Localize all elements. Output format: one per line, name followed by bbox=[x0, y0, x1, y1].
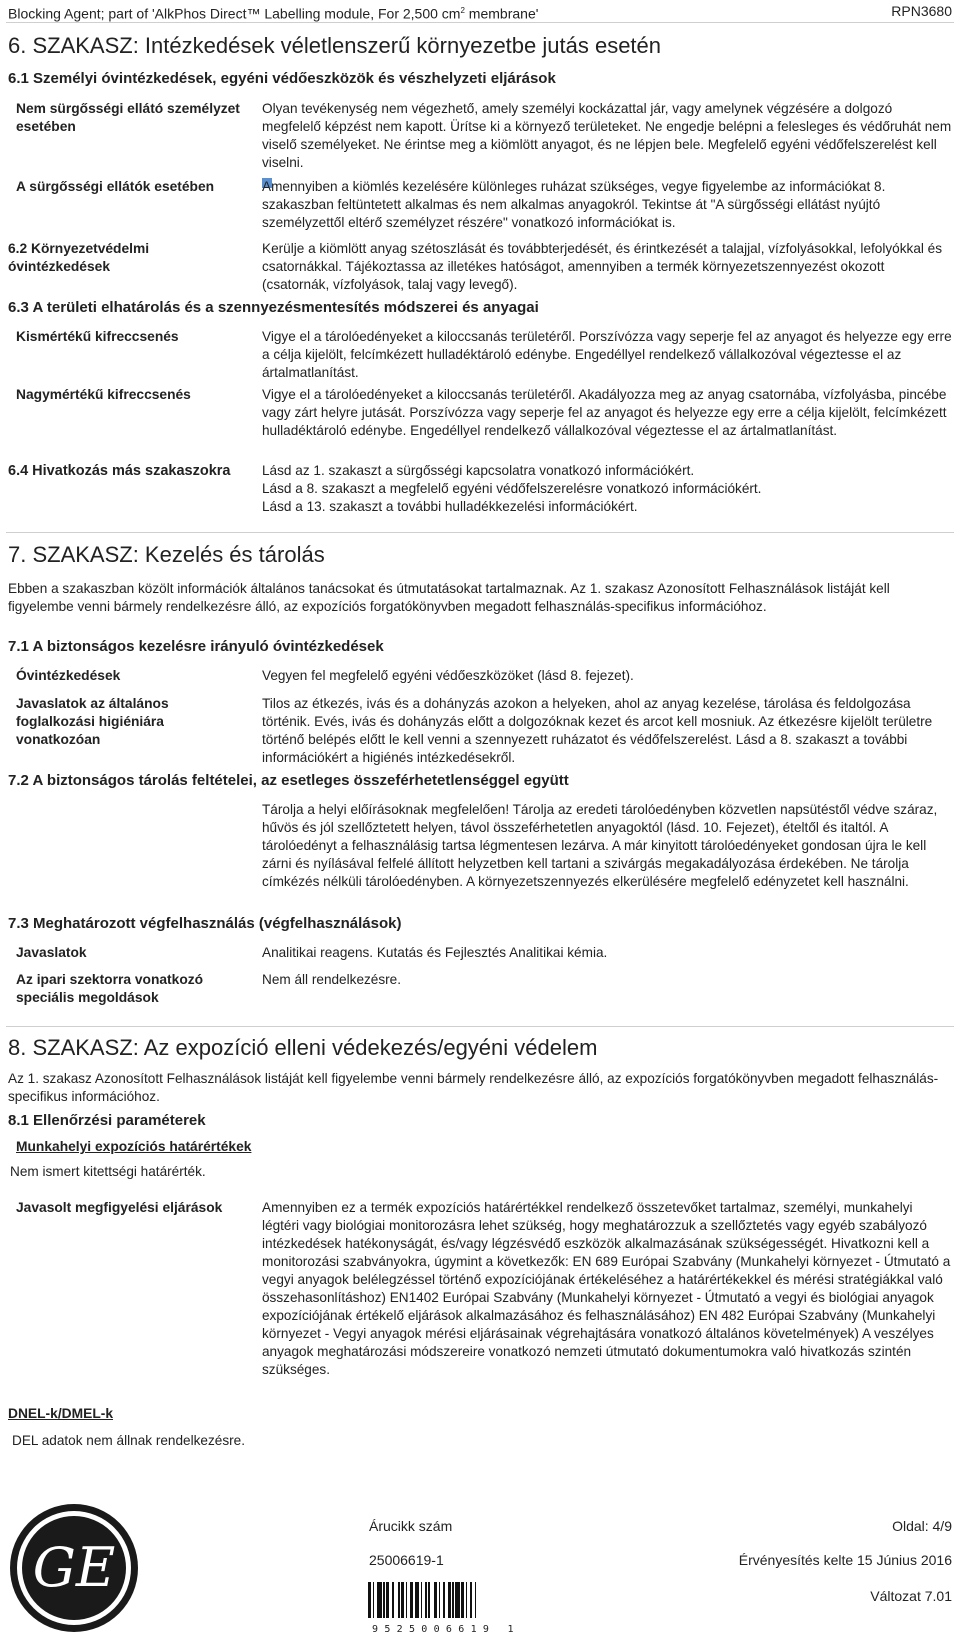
oel-text: Nem ismert kitettségi határérték. bbox=[10, 1164, 206, 1179]
barcode-bar bbox=[452, 1582, 454, 1618]
section-6-2-text: Kerülje a kiömlött anyag szétoszlását és továbbterjedését, és érintkezését a talajjal, vízfolyásokkal, lefolyókkal és csatornákkal. Tájékoztassa az illetékes hatóságot, amennyiben a termék környezetszennyezést okozott (csatornák, vízfolyások, talaj vagy levegő). bbox=[262, 241, 943, 292]
emergency-label: A sürgősségi ellátók esetében bbox=[16, 179, 215, 194]
barcode-bar bbox=[377, 1582, 382, 1618]
barcode-bar bbox=[455, 1582, 460, 1618]
product-code: RPN3680 bbox=[891, 3, 952, 19]
recommendations-text: Analitikai reagens. Kutatás és Fejlesztés Analitikai kémia. bbox=[262, 945, 608, 960]
non-emergency-text: Olyan tevékenység nem végezhető, amely személyi kockázattal jár, vagy amelynek végzésére a dolgozó megfelelő képzést nem kapott. Ürítse ki a környező területeket. Ne engedje belépni a felesleges és védőruhát nem viselő személyeket. Ne érintse meg a kiömlött anyagot, és ne lépjen bele. Megfelelő egyéni védőfelszerelést kell viselni. bbox=[262, 101, 952, 170]
barcode-bar bbox=[425, 1582, 427, 1618]
section-6-3-title: 6.3 A területi elhatárolás és a szennyezésmentesítés módszerei és anyagai bbox=[8, 299, 539, 316]
barcode-bar bbox=[415, 1582, 420, 1618]
item-number: 25006619-1 bbox=[369, 1552, 444, 1568]
header-divider bbox=[6, 22, 954, 23]
page-number: Oldal: 4/9 bbox=[892, 1518, 952, 1534]
section-8-intro: Az 1. szakasz Azonosított Felhasználások listáját kell figyelembe venni bármely rendelkezésre álló, az expozíciós forgatókönyvben megadott felhasználás-specifikus információhoz. bbox=[8, 1071, 939, 1104]
barcode-bar bbox=[434, 1582, 437, 1618]
barcode-bar bbox=[392, 1582, 394, 1618]
section-6-1-title: 6.1 Személyi óvintézkedések, egyéni védőeszközök és vészhelyzeti eljárások bbox=[8, 70, 556, 87]
monitoring-label: Javasolt megfigyelési eljárások bbox=[16, 1200, 223, 1215]
barcode-bar bbox=[475, 1582, 477, 1618]
barcode-bar bbox=[386, 1582, 389, 1618]
monitoring-text: Amennyiben ez a termék expozíciós határértékkel rendelkező összetevőket tartalmaz, személyi, munkahelyi légtéri vagy biológiai monitorozásra lehet szükség, hogy meghatározzuk a szellőztetés vagy egyéb szabályozó intézkedések hatékonyságát, és/vagy légzésvédő eszközök alkalmazásának szükségességét. Hivatkozni kell a monitorozási szabványokra, úgymint a következők: EN 689 Európai Szabvány (Munkahelyi környezet - Útmutató a vegyi anyagok belélegzéssel történő expozíciójának értékeléséhez a határértékekkel és mérési stratégiákkal való összehasonlításhoz) EN1402 Európai Szabvány (Munkahelyi környezet - Útmutató a vegyi és biológiai anyagok expozíciójának értékelő eljárások alkalmazásához és felhasználásához) EN 482 Európai Szabvány (Munkahelyi környezet - Vegyi anyagok mérési eljárásainak végrehajtására vonatkozó általános követelmények) A veszélyes anyagok meghatározási módszereire vonatkozó nemzeti útmutató dokumentumokra való hivatkozás szintén szükséges. bbox=[262, 1200, 951, 1377]
section-6-4-line-2: Lásd a 8. szakaszt a megfelelő egyéni védőfelszerelésre vonatkozó információkért. bbox=[262, 481, 762, 496]
barcode-bar bbox=[410, 1582, 413, 1618]
svg-text:GE: GE bbox=[32, 1536, 116, 1599]
section-6-4-line-3: Lásd a 13. szakaszt a további hulladékkezelési információkért. bbox=[262, 499, 638, 514]
barcode-bar bbox=[439, 1582, 441, 1618]
industrial-solutions-text: Nem áll rendelkezésre. bbox=[262, 972, 402, 987]
item-number-label: Árucikk szám bbox=[369, 1518, 453, 1534]
section-8-title: 8. SZAKASZ: Az expozíció elleni védekezés/egyéni védelem bbox=[8, 1035, 598, 1060]
small-spill-text: Vigye el a tárolóedényeket a kiloccsanás területéről. Porszívózza vagy seperje fel az anyagot és helyezze egy erre a célja kijelölt, felcímkézett hulladéktároló edénybe. Engedéllyel rendelkező vállalkozóval végeztesse el az ártalmatlanítást. bbox=[262, 329, 952, 380]
barcode-bar bbox=[373, 1582, 375, 1618]
section-6-2-label: 6.2 Környezetvédelmi óvintézkedések bbox=[8, 241, 150, 274]
section-7-1-title: 7.1 A biztonságos kezelésre irányuló óvintézkedések bbox=[8, 638, 384, 655]
barcode-bar bbox=[406, 1582, 408, 1618]
barcode bbox=[368, 1582, 514, 1622]
barcode-bar bbox=[466, 1582, 468, 1618]
industrial-solutions-label: Az ipari szektorra vonatkozó speciális megoldások bbox=[16, 972, 204, 1005]
section-7-intro: Ebben a szakaszban közölt információk általános tanácsokat és útmutatásokat tartalmaznak. Az 1. szakasz Azonosított Felhasználások listáját kell figyelembe venni bármely rendelkezésre álló, az expozíciós forgatókönyvben megadott felhasználás-specifikus információhoz. bbox=[8, 581, 890, 614]
non-emergency-label: Nem sürgősségi ellátó személyzet esetében bbox=[16, 101, 240, 134]
barcode-bar bbox=[383, 1582, 385, 1618]
barcode-bar bbox=[421, 1582, 423, 1618]
precautions-label: Óvintézkedések bbox=[16, 668, 121, 683]
hygiene-text: Tilos az étkezés, ivás és a dohányzás azokon a helyeken, ahol az anyag kezelése, tárolása és feldolgozása történik. Evés, ivás és dohányzás előtt a dolgozóknak kezet és arcot kell mosniuk. Az étkezésre kijelölt területre történő belépés előtt le kell venni a szennyezett ruházatot és védőfelszerelést. Lásd a 8. szakaszt a további információkért a higiénés intézkedésekről. bbox=[262, 696, 933, 765]
section-7-3-title: 7.3 Meghatározott végfelhasználás (végfelhasználások) bbox=[8, 915, 402, 932]
large-spill-label: Nagymértékű kifreccsenés bbox=[16, 387, 191, 402]
barcode-bar bbox=[448, 1582, 451, 1618]
validity-date: Érvényesítés kelte 15 Június 2016 bbox=[738, 1552, 952, 1568]
dnel-title: DNEL-k/DMEL-k bbox=[8, 1406, 114, 1421]
section-7-2-text: Tárolja a helyi előírásoknak megfelelően! Tárolja az eredeti tárolóedényben közvetlen napsütéstől védve száraz, hűvös és jól szellőztetett helyen, távol összeférhetetlen anyagoktól (lásd. 10. Fejezet), ételtől és italtól. A tárolóedényt a felhasználásig tartsa légmentesen lezárva. A már kinyitott tárolóedényeket gondosan újra le kell zárni és nyílásával felfelé állított helyzetben kell tartani a szivárgás megakadályozása érdekében. Ne tárolja címkézés nélküli tárolóedényben. A környezetszennyezés elkerülésére megfelelő edényzetet kell használni. bbox=[262, 802, 938, 889]
section-divider-7-8 bbox=[6, 1026, 954, 1027]
dnel-text: DEL adatok nem állnak rendelkezésre. bbox=[12, 1433, 245, 1448]
barcode-bar bbox=[461, 1582, 464, 1618]
barcode-bar bbox=[443, 1582, 445, 1618]
large-spill-text: Vigye el a tárolóedényeket a kiloccsanás területéről. Akadályozza meg az anyag csatornába, vízfolyásba, pincébe vagy zárt helyre jutását. Porszívózza vagy seperje fel az anyagot és helyezze egy erre a célja kijelölt, felcímkézett hulladéktároló edénybe. Engedéllyel rendelkező vállalkozóval végeztesse el az ártalmatlanítást. bbox=[262, 387, 947, 438]
barcode-bar bbox=[428, 1582, 430, 1618]
ge-logo bbox=[8, 1502, 140, 1634]
section-7-title: 7. SZAKASZ: Kezelés és tárolás bbox=[8, 542, 325, 567]
hygiene-label: Javaslatok az általános foglalkozási higiéniára vonatkozóan bbox=[16, 696, 169, 747]
barcode-bar bbox=[398, 1582, 400, 1618]
barcode-digits: 9525006619 1 bbox=[372, 1624, 520, 1635]
document-title: Blocking Agent; part of 'AlkPhos Direct™ Labelling module, For 2,500 $cm^2$ membrane' bbox=[8, 5, 539, 22]
barcode-bar bbox=[470, 1582, 472, 1618]
oel-title: Munkahelyi expozíciós határértékek bbox=[16, 1139, 252, 1154]
section-6-title: 6. SZAKASZ: Intézkedések véletlenszerű környezetbe jutás esetén bbox=[8, 33, 662, 58]
section-divider-6-7 bbox=[6, 532, 954, 533]
section-8-1-title: 8.1 Ellenőrzési paraméterek bbox=[8, 1112, 206, 1129]
small-spill-label: Kismértékű kifreccsenés bbox=[16, 329, 179, 344]
version-number: Változat 7.01 bbox=[870, 1588, 952, 1604]
barcode-bar bbox=[401, 1582, 404, 1618]
barcode-bar bbox=[368, 1582, 371, 1618]
emergency-text: Amennyiben a kiömlés kezelésére különleges ruházat szükséges, vegye figyelembe az információkat 8. szakaszban feltüntetett alkalmas és nem alkalmas anyagokról. Tekintse át "A sürgősségi ellátást nyújtó személyzettől eltérő személyzet részére" vonatkozó információkat is. bbox=[262, 179, 886, 230]
section-6-4-label: 6.4 Hivatkozás más szakaszokra bbox=[8, 463, 231, 479]
precautions-text: Vegyen fel megfelelő egyéni védőeszközöket (lásd 8. fejezet). bbox=[262, 668, 634, 683]
section-7-2-title: 7.2 A biztonságos tárolás feltételei, az esetleges összeférhetetlenséggel együtt bbox=[8, 772, 569, 789]
recommendations-label: Javaslatok bbox=[16, 945, 87, 960]
section-6-4-line-1: Lásd az 1. szakaszt a sürgősségi kapcsolatra vonatkozó információkért. bbox=[262, 463, 695, 478]
